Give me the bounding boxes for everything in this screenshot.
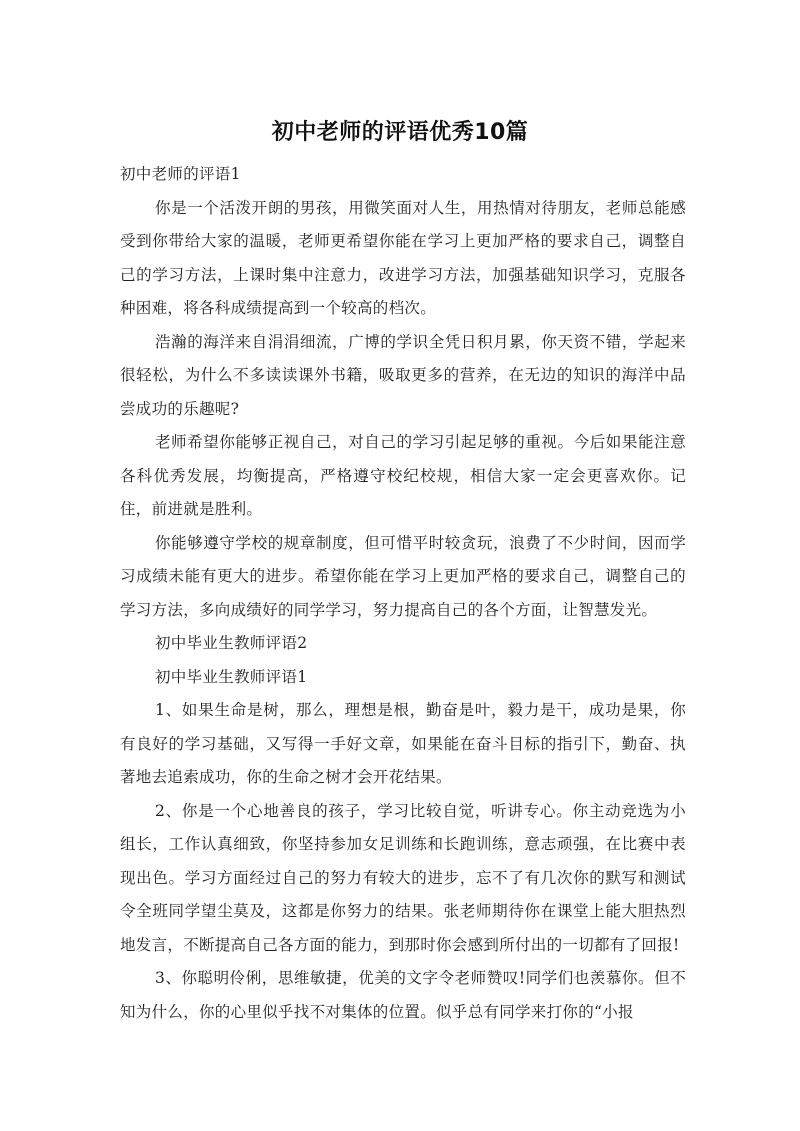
paragraph: 你是一个活泼开朗的男孩，用微笑面对人生，用热情对待朋友，老师总能感受到你带给大家的温暖，老师更希望你能在学习上更加严格的要求自己，调整自己的学习方法，上课时集中注意力，改进学习方法，加强基础知识学习，克服各种困难，将各科成绩提高到一个较高的档次。 [120,198,686,317]
section-heading: 初中毕业生教师评语1 [155,667,308,686]
paragraph: 你能够遵守学校的规章制度，但可惜平时较贪玩，浪费了不少时间，因而学习成绩未能有更大的进步。希望你能在学习上更加严格的要求自己，调整自己的学习方法，多向成绩好的同学学习，努力提高自己的各个方面，让智慧发光。 [120,533,686,619]
document-title: 初中老师的评语优秀10篇 [271,120,529,145]
paragraph: 1、如果生命是树，那么，理想是根，勤奋是叶，毅力是干，成功是果，你有良好的学习基础，又写得一手好文章，如果能在奋斗目标的指引下，勤奋、执著地去追索成功，你的生命之树才会开花结果。 [120,701,686,786]
paragraph: 老师希望你能够正视自己，对自己的学习引起足够的重视。今后如果能注意各科优秀发展，均衡提高，严格遵守校纪校规，相信大家一定会更喜欢你。记住，前进就是胜利。 [120,433,686,518]
section-heading: 初中老师的评语1 [120,165,241,183]
document-body [120,158,686,1029]
paragraph: 2、你是一个心地善良的孩子，学习比较自觉，听讲专心。你主动竞选为小组长，工作认真细致，你坚持参加女足训练和长跑训练，意志顽强，在比赛中表现出色。学习方面经过自己的努力有较大的进步，忘不了有几次你的默写和测试令全班同学望尘莫及，这都是你努力的结果。张老师期待你在课堂上能大胆热烈地发言，不断提高自己各方面的能力，到那时你会感到所付出的一切都有了回报! [120,801,686,954]
paragraph: 浩瀚的海洋来自涓涓细流，广博的学识全凭日积月累，你天资不错，学起来很轻松，为什么不多读读课外书籍，吸取更多的营养，在无边的知识的海洋中品尝成功的乐趣呢? [120,332,686,418]
paragraph: 3、你聪明伶俐，思维敏捷，优美的文字令老师赞叹!同学们也羡慕你。但不知为什么，你的心里似乎找不对集体的位置。似乎总有同学来打你的“小报 [120,969,686,1021]
section-heading: 初中毕业生教师评语2 [155,634,308,652]
